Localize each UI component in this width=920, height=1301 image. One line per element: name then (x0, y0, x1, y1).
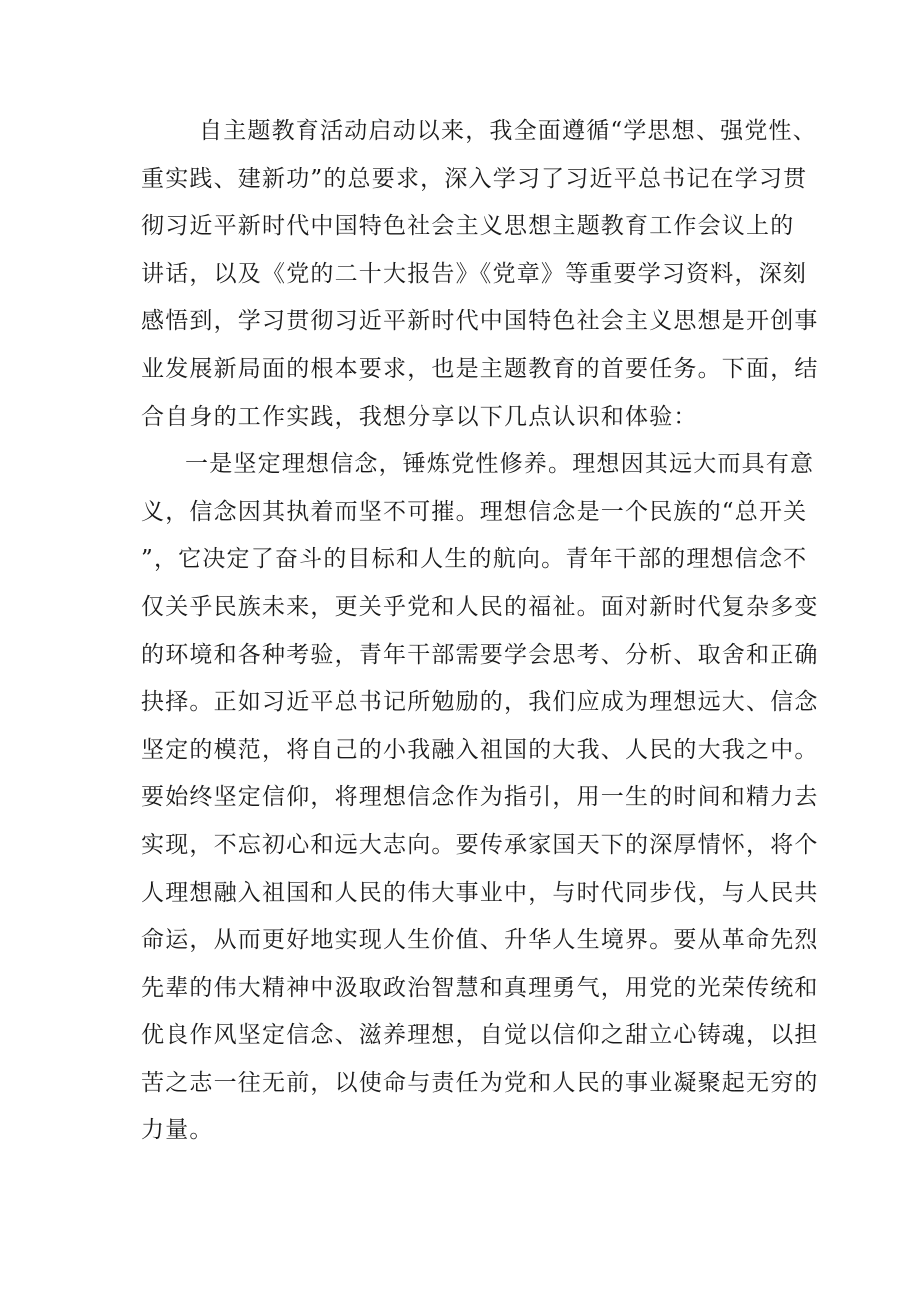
paragraph-2-line-3: ”，它决定了奋斗的目标和人生的航向。青年干部的理想信念不 (141, 546, 808, 573)
paragraph-2-line-9: 实现，不忘初心和远大志向。要传承家国天下的深厚情怀，将个 (141, 831, 819, 858)
paragraph-2-line-7: 坚定的模范，将自己的小我融入祖国的大我、人民的大我之中。 (141, 736, 819, 763)
paragraph-2-line-6: 抉择。正如习近平总书记所勉励的，我们应成为理想远大、信念 (141, 689, 819, 716)
paragraph-1-line-5: 感悟到，学习贯彻习近平新时代中国特色社会主义思想是开创事 (141, 308, 819, 335)
paragraph-2-line-2: 义，信念因其执着而坚不可摧。理想信念是一个民族的“总开关 (141, 498, 808, 525)
paragraph-2-line-5: 的环境和各种考验，青年干部需要学会思考、分析、取舍和正确 (141, 641, 819, 668)
paragraph-2-line-12: 先辈的伟大精神中汲取政治智慧和真理勇气，用党的光荣传统和 (141, 974, 819, 1001)
paragraph-2-line-8: 要始终坚定信仰，将理想信念作为指引，用一生的时间和精力去 (141, 784, 819, 811)
paragraph-1-line-1: 自主题教育活动启动以来，我全面遵循“学思想、强党性、 (199, 118, 817, 144)
paragraph-2-line-13: 优良作风坚定信念、滋养理想，自觉以信仰之甜立心铸魂，以担 (141, 1022, 819, 1049)
paragraph-1-line-4: 讲话，以及《党的二十大报告》《党章》等重要学习资料，深刻 (141, 260, 808, 287)
paragraph-2-line-15: 力量。 (141, 1117, 214, 1144)
paragraph-2-line-10: 人理想融入祖国和人民的伟大事业中，与时代同步伐，与人民共 (141, 879, 819, 906)
paragraph-2-line-16 (141, 1155, 789, 1203)
paragraph-1-line-3: 彻习近平新时代中国特色社会主义思想主题教育工作会议上的 (141, 213, 795, 240)
document-body (141, 108, 819, 1203)
paragraph-1-line-6: 业发展新局面的根本要求，也是主题教育的首要任务。下面，结 (141, 355, 819, 382)
paragraph-2-line-4: 仅关乎民族未来，更关乎党和人民的福祉。面对新时代复杂多变 (141, 593, 819, 620)
paragraph-2-line-11: 命运，从而更好地实现人生价值、升华人生境界。要从革命先烈 (141, 927, 819, 954)
paragraph-2-line-14: 苦之志一往无前，以使命与责任为党和人民的事业凝聚起无穷的 (141, 1069, 819, 1096)
paragraph-1-line-7: 合自身的工作实践，我想分享以下几点认识和体验： (141, 403, 698, 430)
paragraph-2-line-1: 一是坚定理想信念，锤炼党性修养。理想因其远大而具有意 (185, 451, 815, 478)
paragraph-1-line-2: 重实践、建新功”的总要求，深入学习了习近平总书记在学习贯 (141, 165, 808, 192)
